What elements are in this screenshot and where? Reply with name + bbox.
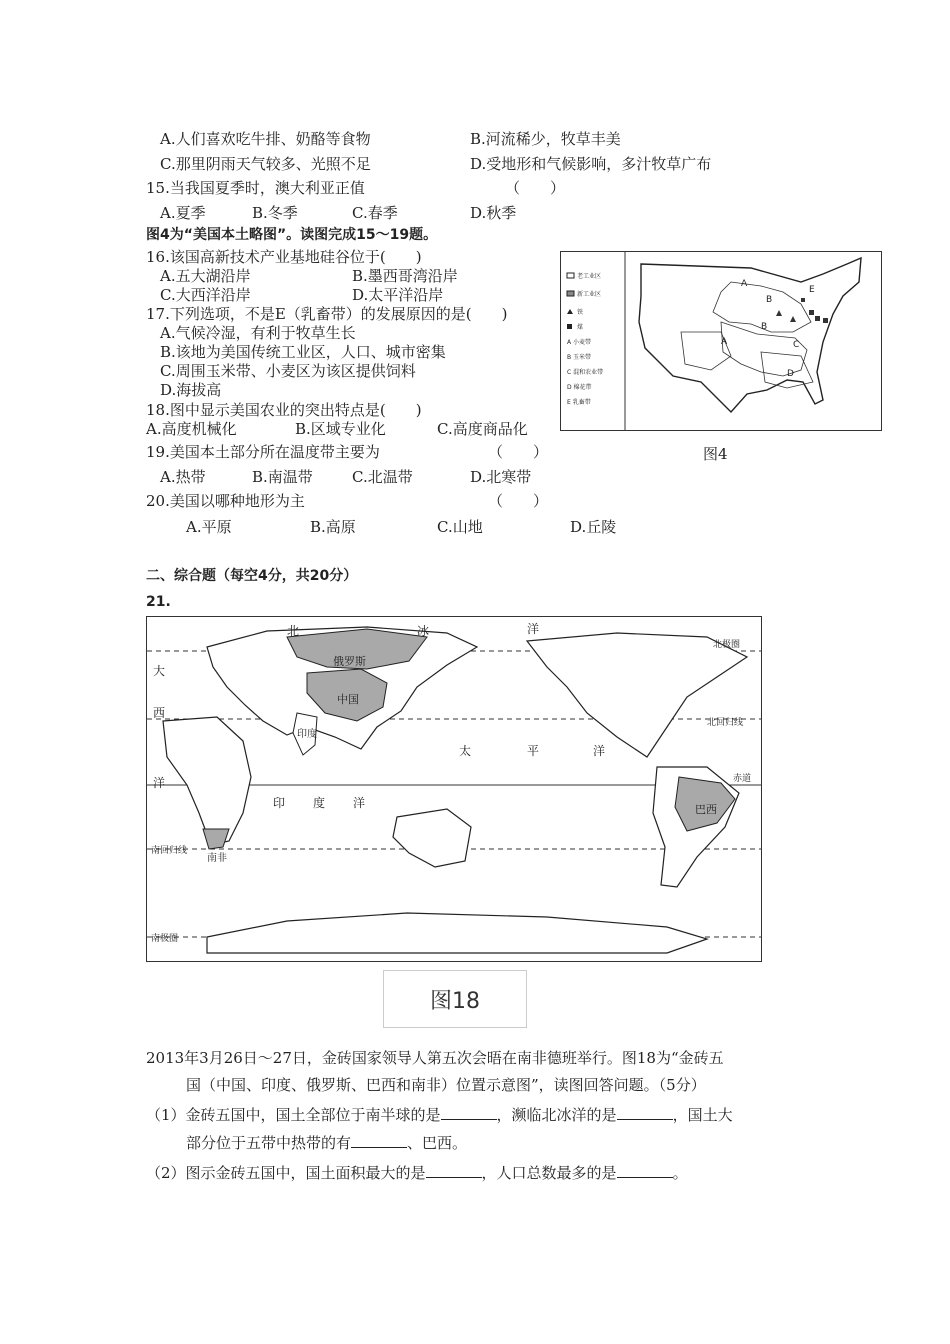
- q20-option-d: D.丘陵: [570, 518, 617, 536]
- q21-p1a: （1）金砖五国中，国土全部位于南半球的是: [146, 1106, 441, 1124]
- answer-blank-5[interactable]: [617, 1163, 673, 1178]
- label-ice: 冰: [417, 624, 430, 638]
- q14-option-d: D.受地形和气候影响，多汁牧草广布: [470, 155, 712, 173]
- q17-option-d: D.海拔高: [160, 381, 222, 399]
- region-a1: A: [741, 279, 748, 289]
- fig4-caption: 图4: [703, 445, 728, 463]
- q15-option-d: D.秋季: [470, 204, 517, 222]
- answer-blank-1[interactable]: [441, 1105, 497, 1120]
- usa-map: [560, 251, 882, 431]
- q19-option-b: B.南温带: [252, 468, 313, 486]
- q21-intro-line2: 国（中国、印度、俄罗斯、巴西和南非）位置示意图”，读图回答问题。（5分）: [186, 1076, 706, 1094]
- q15-option-c: C.春季: [352, 204, 398, 222]
- region-e: E: [809, 285, 815, 295]
- q20-paren: （ ）: [488, 492, 549, 510]
- q17-option-a: A.气候冷湿，有利于牧草生长: [160, 324, 356, 342]
- region-a2: A: [721, 337, 728, 347]
- q21-part1-line2: [186, 1133, 467, 1152]
- label-north: 北: [287, 624, 300, 638]
- region-b2: B: [761, 322, 768, 332]
- q18-option-b: B.区域专业化: [295, 420, 386, 438]
- q18-stem: 18.图中显示美国农业的突出特点是( ): [146, 401, 422, 419]
- q19-option-c: C.北温带: [352, 468, 413, 486]
- legend-item-5: A 小麦带: [567, 339, 592, 346]
- label-equator: 赤道: [733, 774, 752, 784]
- usa-map-svg: [561, 252, 881, 430]
- legend-item-9: E 乳畜带: [567, 399, 591, 406]
- q21-p2c: 。: [672, 1164, 688, 1182]
- label-antarctic: 南极圈: [151, 934, 179, 944]
- world-map: [146, 616, 762, 962]
- q19-option-a: A.热带: [160, 468, 206, 486]
- q14-option-a: A.人们喜欢吃牛排、奶酪等食物: [160, 130, 371, 148]
- q21-p2b: ，人口总数最多的是: [481, 1164, 617, 1182]
- q19-paren: （ ）: [488, 443, 549, 461]
- q21-intro-line1: 2013年3月26日～27日，金砖国家领导人第五次会晤在南非德班举行。图18为“金砖五: [146, 1049, 724, 1067]
- q16-stem: 16.该国高新技术产业基地硅谷位于( ): [146, 248, 422, 266]
- q21-p1b: ，濒临北冰洋的是: [496, 1106, 617, 1124]
- q16-option-d: D.太平洋沿岸: [352, 286, 444, 304]
- label-yin: 印: [273, 796, 286, 810]
- q16-option-c: C.大西洋沿岸: [160, 286, 251, 304]
- legend-item-4: 煤: [577, 324, 584, 331]
- world-map-svg: [147, 617, 761, 961]
- legend-item-2: 新工业区: [577, 291, 602, 298]
- label-arctic: 北极圈: [713, 640, 741, 650]
- q21-part2: [146, 1163, 688, 1182]
- section-2-title: 二、综合题（每空4分，共20分）: [146, 568, 358, 584]
- fig4-intro: 图4为“美国本土略图”。读图完成15～19题。: [146, 227, 438, 243]
- usa-outline: [639, 258, 861, 412]
- q15-stem: 15.当我国夏季时，澳大利亚正值: [146, 179, 365, 197]
- q14-option-b: B.河流稀少，牧草丰美: [470, 130, 621, 148]
- q14-option-c: C.那里阴雨天气较多、光照不足: [160, 155, 371, 173]
- answer-blank-3[interactable]: [351, 1133, 407, 1148]
- region-c: C: [793, 340, 800, 350]
- answer-blank-2[interactable]: [617, 1105, 673, 1120]
- q20-option-a: A.平原: [186, 518, 232, 536]
- q16-option-a: A.五大湖沿岸: [160, 267, 251, 285]
- label-ocean-n: 洋: [527, 622, 540, 636]
- q17-option-b: B.该地为美国传统工业区，人口、城市密集: [160, 343, 446, 361]
- q15-paren: （ ）: [505, 179, 566, 197]
- q21-p2a: （2）图示金砖五国中，国土面积最大的是: [146, 1164, 426, 1182]
- q18-option-a: A.高度机械化: [146, 420, 237, 438]
- label-yang3: 洋: [353, 796, 366, 810]
- label-brazil: 巴西: [695, 803, 717, 816]
- label-south-africa: 南非: [207, 853, 227, 864]
- label-india: 印度: [297, 729, 317, 740]
- legend-item-8: D 棉花带: [567, 384, 592, 391]
- label-tai: 太: [459, 744, 472, 758]
- q21-number: 21.: [146, 594, 171, 610]
- label-xi: 西: [153, 706, 166, 720]
- answer-blank-4[interactable]: [426, 1163, 482, 1178]
- label-du: 度: [313, 796, 326, 810]
- q15-option-b: B.冬季: [252, 204, 298, 222]
- label-tropic-n: 北回归线: [707, 718, 744, 728]
- q21-p1d: 部分位于五带中热带的有: [186, 1134, 352, 1152]
- q20-option-c: C.山地: [437, 518, 483, 536]
- q21-p1c: ，国土大: [672, 1106, 733, 1124]
- label-russia: 俄罗斯: [333, 655, 366, 668]
- label-china: 中国: [337, 693, 359, 706]
- q16-option-b: B.墨西哥湾沿岸: [352, 267, 458, 285]
- region-b1: B: [766, 295, 773, 305]
- legend-item-6: B 玉米带: [567, 354, 592, 361]
- q15-option-a: A.夏季: [160, 204, 206, 222]
- legend-item-1: 老工业区: [577, 273, 602, 280]
- q17-option-c: C.周围玉米带、小麦区为该区提供饲料: [160, 362, 416, 380]
- label-yang2: 洋: [593, 744, 606, 758]
- label-da: 大: [153, 664, 166, 678]
- legend-item-7: C 混和农业带: [567, 369, 604, 376]
- legend-item-3: 铁: [577, 309, 584, 316]
- q19-stem: 19.美国本土部分所在温度带主要为: [146, 443, 380, 461]
- region-d: D: [787, 369, 794, 379]
- q20-option-b: B.高原: [310, 518, 356, 536]
- label-tropic-s: 南回归线: [151, 846, 188, 856]
- q21-p1e: 、巴西。: [407, 1134, 468, 1152]
- label-yang: 洋: [153, 776, 166, 790]
- fig18-caption: 图18: [383, 970, 527, 1028]
- q17-stem: 17.下列选项，不是E（乳畜带）的发展原因的是( ): [146, 305, 508, 323]
- q21-part1-line1: [146, 1105, 733, 1124]
- q18-option-c: C.高度商品化: [437, 420, 528, 438]
- q19-option-d: D.北寒带: [470, 468, 532, 486]
- q20-stem: 20.美国以哪种地形为主: [146, 492, 305, 510]
- label-ping: 平: [527, 744, 540, 758]
